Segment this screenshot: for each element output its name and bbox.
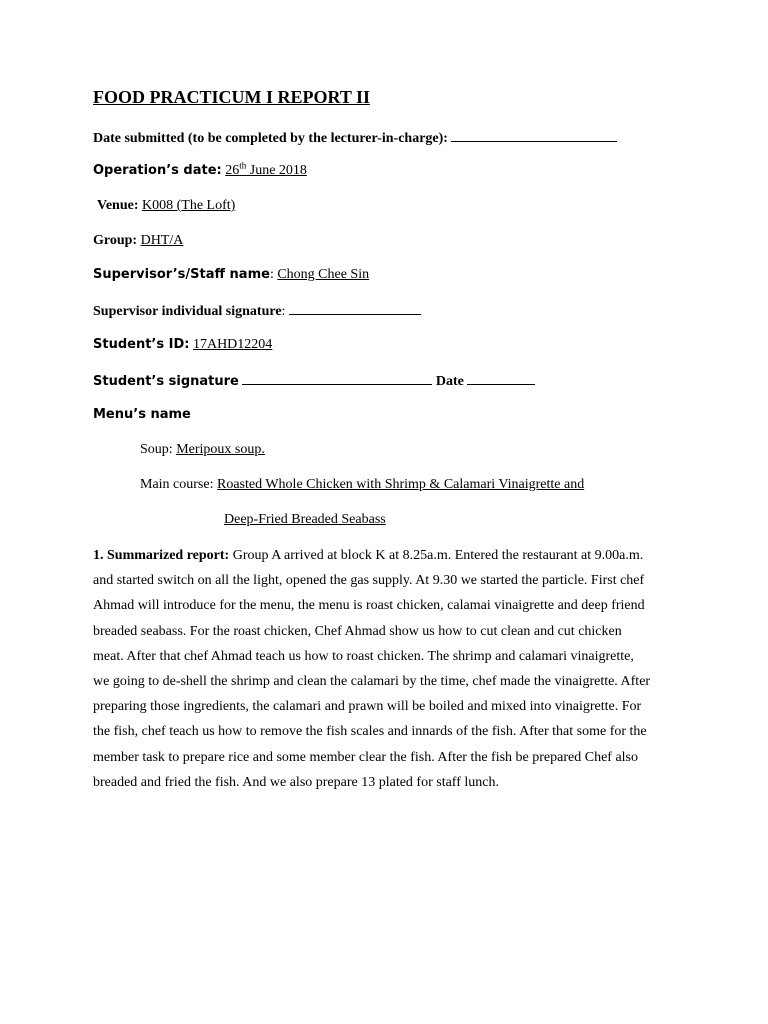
student-signature-blank xyxy=(242,371,432,385)
date-submitted-row xyxy=(93,128,617,148)
menu-main-row xyxy=(140,476,584,494)
student-signature-row xyxy=(93,371,535,391)
supervisor-name-label: Supervisor’s/Staff name xyxy=(93,267,270,282)
supervisor-name-value: Chong Chee Sin xyxy=(277,267,370,282)
venue-value: K008 (The Loft) xyxy=(142,198,236,213)
menu-main-value-line2: Deep-Fried Breaded Seabass xyxy=(224,512,386,527)
operation-date-suffix: th xyxy=(239,160,247,171)
operation-date-value xyxy=(225,160,307,178)
menu-heading: Menu’s name xyxy=(93,407,191,422)
date-submitted-label: Date submitted (to be completed by the lecturer-in-charge): xyxy=(93,131,448,146)
document-title: FOOD PRACTICUM I REPORT II xyxy=(93,87,371,107)
menu-main-label: Main course: xyxy=(140,477,214,492)
group-label: Group: xyxy=(93,233,138,248)
summarized-report xyxy=(93,543,653,795)
menu-soup-value: Meripoux soup. xyxy=(176,442,265,457)
menu-main-value-line1: Roasted Whole Chicken with Shrimp & Calamari Vinaigrette and xyxy=(216,477,585,492)
student-date-label: Date xyxy=(435,374,464,389)
venue-label: Venue: xyxy=(97,198,139,213)
operation-date-rest: June 2018 xyxy=(246,163,307,178)
menu-soup-label: Soup: xyxy=(140,442,173,457)
operation-date-day: 26 xyxy=(225,163,240,178)
report-label: 1. Summarized report: xyxy=(93,548,230,563)
supervisor-name-row: Supervisor’s/Staff name: Chong Chee Sin xyxy=(93,267,370,282)
group-value: DHT/A xyxy=(140,233,184,248)
menu-main-row-2 xyxy=(224,511,386,529)
menu-heading-row xyxy=(93,406,191,424)
supervisor-signature-row: Supervisor individual signature: xyxy=(93,301,421,321)
venue-row xyxy=(97,197,235,215)
operation-date-label: Operation’s date: xyxy=(93,163,222,178)
date-submitted-blank xyxy=(451,128,617,142)
student-id-value: 17AHD12204 xyxy=(192,337,273,352)
student-id-label: Student’s ID: xyxy=(93,337,190,352)
supervisor-signature-blank xyxy=(289,301,421,315)
student-date-blank xyxy=(467,371,535,385)
student-signature-label: Student’s signature xyxy=(93,374,239,389)
group-row xyxy=(93,232,183,250)
operation-date-row xyxy=(93,162,307,180)
student-id-row xyxy=(93,336,272,354)
menu-soup-row xyxy=(140,441,265,459)
supervisor-signature-label: Supervisor individual signature xyxy=(93,304,282,319)
report-text: Group A arrived at block K at 8.25a.m. Entered the restaurant at 9.00a.m. and started switch on all the light, opened the gas supply. At 9.30 we started the particle. First chef Ahmad will introduce for the menu, the menu is roast chicken, calamai vinaigrette and deep friend breaded seabass. For the roast chicken, Chef Ahmad show us how to cut clean and cut chicken meat. After that chef Ahmad teach us how to roast chicken. The shrimp and calamari vinaigrette, we going to de-shell the shrimp and clean the calamari by the time, chef made the vinaigrette. After preparing those ingredients, the calamari and prawn will be boiled and mixed into vinaigrette. For the fish, chef teach us how to remove the fish scales and innards of the fish. After that some for the member task to prepare rice and some member clear the fish. After the fish be prepared Chef also breaded and fried the fish. And we also prepare 13 plated for staff lunch. xyxy=(93,548,651,790)
